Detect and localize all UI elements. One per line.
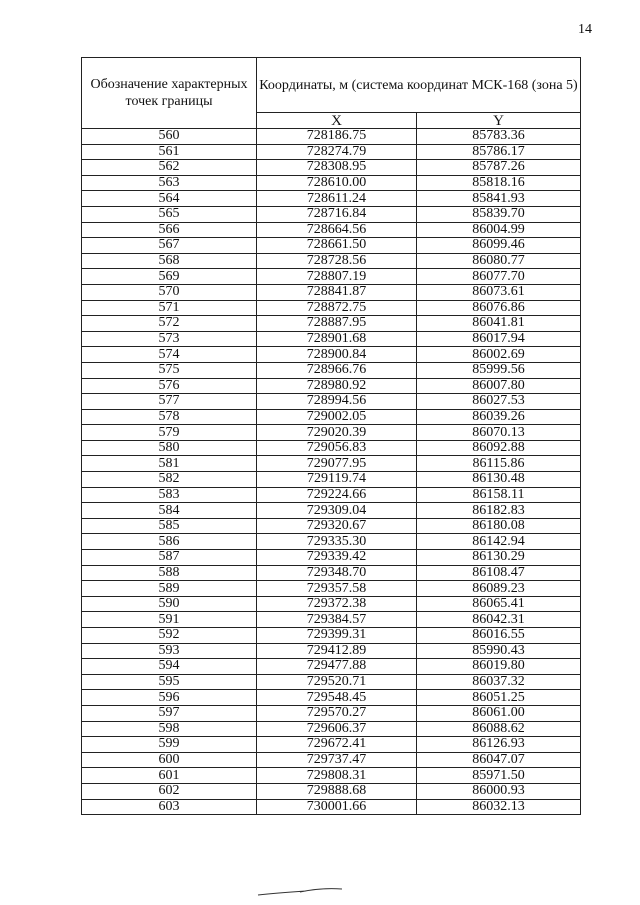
x-cell: 728807.19 <box>257 269 417 285</box>
x-column-header: X <box>257 113 417 129</box>
y-cell: 86007.80 <box>417 378 581 394</box>
y-cell: 86089.23 <box>417 581 581 597</box>
point-cell: 578 <box>82 409 257 425</box>
y-cell: 86051.25 <box>417 690 581 706</box>
table-row <box>82 440 581 456</box>
table-header-row <box>82 58 581 113</box>
table-row <box>82 550 581 566</box>
y-cell: 86180.08 <box>417 518 581 534</box>
y-cell: 85786.17 <box>417 144 581 160</box>
y-cell: 86182.83 <box>417 503 581 519</box>
y-cell: 86088.62 <box>417 721 581 737</box>
y-cell: 86130.48 <box>417 472 581 488</box>
point-cell: 580 <box>82 440 257 456</box>
point-cell: 561 <box>82 144 257 160</box>
table-row <box>82 472 581 488</box>
y-cell: 86047.07 <box>417 752 581 768</box>
table-row <box>82 518 581 534</box>
point-cell: 603 <box>82 799 257 815</box>
table-row <box>82 222 581 238</box>
table-row <box>82 659 581 675</box>
x-cell: 729056.83 <box>257 440 417 456</box>
point-cell: 565 <box>82 206 257 222</box>
x-cell: 729384.57 <box>257 612 417 628</box>
y-cell: 85839.70 <box>417 206 581 222</box>
y-cell: 85787.26 <box>417 160 581 176</box>
x-cell: 728611.24 <box>257 191 417 207</box>
x-cell: 729002.05 <box>257 409 417 425</box>
coordinates-column-header: Координаты, м (система координат МСК-168 (зона 5) <box>257 58 581 113</box>
table-row <box>82 783 581 799</box>
page-number: 14 <box>578 22 592 37</box>
point-cell: 576 <box>82 378 257 394</box>
table-row <box>82 628 581 644</box>
x-cell: 729309.04 <box>257 503 417 519</box>
table-row <box>82 238 581 254</box>
y-cell: 85841.93 <box>417 191 581 207</box>
point-cell: 581 <box>82 456 257 472</box>
x-cell: 730001.66 <box>257 799 417 815</box>
signature-mark <box>256 883 346 901</box>
y-cell: 86027.53 <box>417 394 581 410</box>
x-cell: 729119.74 <box>257 472 417 488</box>
table-row <box>82 612 581 628</box>
y-cell: 86017.94 <box>417 331 581 347</box>
y-cell: 86041.81 <box>417 316 581 332</box>
point-cell: 583 <box>82 487 257 503</box>
point-cell: 585 <box>82 518 257 534</box>
point-cell: 582 <box>82 472 257 488</box>
point-cell: 564 <box>82 191 257 207</box>
x-cell: 728887.95 <box>257 316 417 332</box>
point-cell: 593 <box>82 643 257 659</box>
point-cell: 588 <box>82 565 257 581</box>
table-row <box>82 347 581 363</box>
table-row <box>82 378 581 394</box>
table-row <box>82 768 581 784</box>
x-cell: 729520.71 <box>257 674 417 690</box>
y-cell: 86037.32 <box>417 674 581 690</box>
table-row <box>82 144 581 160</box>
point-cell: 567 <box>82 238 257 254</box>
coordinates-table <box>81 57 581 815</box>
point-cell: 584 <box>82 503 257 519</box>
x-cell: 729737.47 <box>257 752 417 768</box>
table-row <box>82 191 581 207</box>
point-cell: 569 <box>82 269 257 285</box>
y-cell: 86115.86 <box>417 456 581 472</box>
table-row <box>82 534 581 550</box>
y-cell: 85818.16 <box>417 175 581 191</box>
x-cell: 728610.00 <box>257 175 417 191</box>
point-cell: 566 <box>82 222 257 238</box>
x-cell: 729399.31 <box>257 628 417 644</box>
y-cell: 86080.77 <box>417 253 581 269</box>
table-row <box>82 674 581 690</box>
point-cell: 574 <box>82 347 257 363</box>
point-cell: 600 <box>82 752 257 768</box>
x-cell: 728716.84 <box>257 206 417 222</box>
x-cell: 728186.75 <box>257 129 417 145</box>
point-cell: 601 <box>82 768 257 784</box>
point-cell: 579 <box>82 425 257 441</box>
point-cell: 602 <box>82 783 257 799</box>
table-row <box>82 456 581 472</box>
table-row <box>82 394 581 410</box>
point-cell: 592 <box>82 628 257 644</box>
table-row <box>82 690 581 706</box>
y-cell: 86065.41 <box>417 596 581 612</box>
y-cell: 86061.00 <box>417 705 581 721</box>
y-cell: 86130.29 <box>417 550 581 566</box>
x-cell: 728901.68 <box>257 331 417 347</box>
table-row <box>82 581 581 597</box>
y-cell: 86016.55 <box>417 628 581 644</box>
table-row <box>82 503 581 519</box>
x-cell: 729888.68 <box>257 783 417 799</box>
y-cell: 85999.56 <box>417 362 581 378</box>
point-cell: 591 <box>82 612 257 628</box>
x-cell: 728966.76 <box>257 362 417 378</box>
table-row <box>82 129 581 145</box>
point-cell: 589 <box>82 581 257 597</box>
y-cell: 85971.50 <box>417 768 581 784</box>
point-cell: 570 <box>82 284 257 300</box>
table-row <box>82 643 581 659</box>
x-cell: 729320.67 <box>257 518 417 534</box>
table-row <box>82 175 581 191</box>
table-row <box>82 331 581 347</box>
table-row <box>82 596 581 612</box>
x-cell: 729548.45 <box>257 690 417 706</box>
table-row <box>82 409 581 425</box>
table-row <box>82 269 581 285</box>
table-row <box>82 253 581 269</box>
y-cell: 86000.93 <box>417 783 581 799</box>
point-cell: 575 <box>82 362 257 378</box>
y-cell: 86070.13 <box>417 425 581 441</box>
x-cell: 729606.37 <box>257 721 417 737</box>
point-cell: 563 <box>82 175 257 191</box>
x-cell: 728994.56 <box>257 394 417 410</box>
x-cell: 729477.88 <box>257 659 417 675</box>
point-cell: 586 <box>82 534 257 550</box>
y-cell: 86077.70 <box>417 269 581 285</box>
table-row <box>82 160 581 176</box>
table-row <box>82 721 581 737</box>
table-body <box>82 129 581 815</box>
y-cell: 85990.43 <box>417 643 581 659</box>
y-cell: 86019.80 <box>417 659 581 675</box>
table-row <box>82 487 581 503</box>
point-cell: 598 <box>82 721 257 737</box>
x-cell: 728980.92 <box>257 378 417 394</box>
x-cell: 728308.95 <box>257 160 417 176</box>
x-cell: 729357.58 <box>257 581 417 597</box>
point-cell: 560 <box>82 129 257 145</box>
point-cell: 571 <box>82 300 257 316</box>
y-cell: 86042.31 <box>417 612 581 628</box>
x-cell: 729077.95 <box>257 456 417 472</box>
table-row <box>82 752 581 768</box>
y-cell: 86142.94 <box>417 534 581 550</box>
y-cell: 86158.11 <box>417 487 581 503</box>
table-row <box>82 362 581 378</box>
point-cell: 594 <box>82 659 257 675</box>
point-cell: 599 <box>82 737 257 753</box>
point-cell: 587 <box>82 550 257 566</box>
point-cell: 595 <box>82 674 257 690</box>
y-cell: 86099.46 <box>417 238 581 254</box>
point-column-header: Обозначение характерных точек границы <box>82 58 257 129</box>
x-cell: 729348.70 <box>257 565 417 581</box>
x-cell: 729335.30 <box>257 534 417 550</box>
point-cell: 562 <box>82 160 257 176</box>
y-cell: 86004.99 <box>417 222 581 238</box>
y-cell: 85783.36 <box>417 129 581 145</box>
table-row <box>82 565 581 581</box>
point-cell: 590 <box>82 596 257 612</box>
table-row <box>82 799 581 815</box>
point-cell: 568 <box>82 253 257 269</box>
table-row <box>82 300 581 316</box>
x-cell: 728274.79 <box>257 144 417 160</box>
x-cell: 729372.38 <box>257 596 417 612</box>
x-cell: 728872.75 <box>257 300 417 316</box>
y-cell: 86039.26 <box>417 409 581 425</box>
table-row <box>82 705 581 721</box>
x-cell: 728728.56 <box>257 253 417 269</box>
point-cell: 573 <box>82 331 257 347</box>
point-cell: 597 <box>82 705 257 721</box>
table-row <box>82 284 581 300</box>
x-cell: 728661.50 <box>257 238 417 254</box>
x-cell: 728900.84 <box>257 347 417 363</box>
y-cell: 86092.88 <box>417 440 581 456</box>
table-row <box>82 737 581 753</box>
x-cell: 728841.87 <box>257 284 417 300</box>
x-cell: 728664.56 <box>257 222 417 238</box>
x-cell: 729339.42 <box>257 550 417 566</box>
y-cell: 86126.93 <box>417 737 581 753</box>
table-row <box>82 316 581 332</box>
x-cell: 729412.89 <box>257 643 417 659</box>
y-cell: 86002.69 <box>417 347 581 363</box>
x-cell: 729570.27 <box>257 705 417 721</box>
table-row <box>82 206 581 222</box>
y-cell: 86076.86 <box>417 300 581 316</box>
point-cell: 577 <box>82 394 257 410</box>
x-cell: 729672.41 <box>257 737 417 753</box>
y-cell: 86032.13 <box>417 799 581 815</box>
x-cell: 729224.66 <box>257 487 417 503</box>
table-row <box>82 425 581 441</box>
x-cell: 729808.31 <box>257 768 417 784</box>
y-cell: 86108.47 <box>417 565 581 581</box>
y-cell: 86073.61 <box>417 284 581 300</box>
point-cell: 572 <box>82 316 257 332</box>
x-cell: 729020.39 <box>257 425 417 441</box>
y-column-header: Y <box>417 113 581 129</box>
point-cell: 596 <box>82 690 257 706</box>
